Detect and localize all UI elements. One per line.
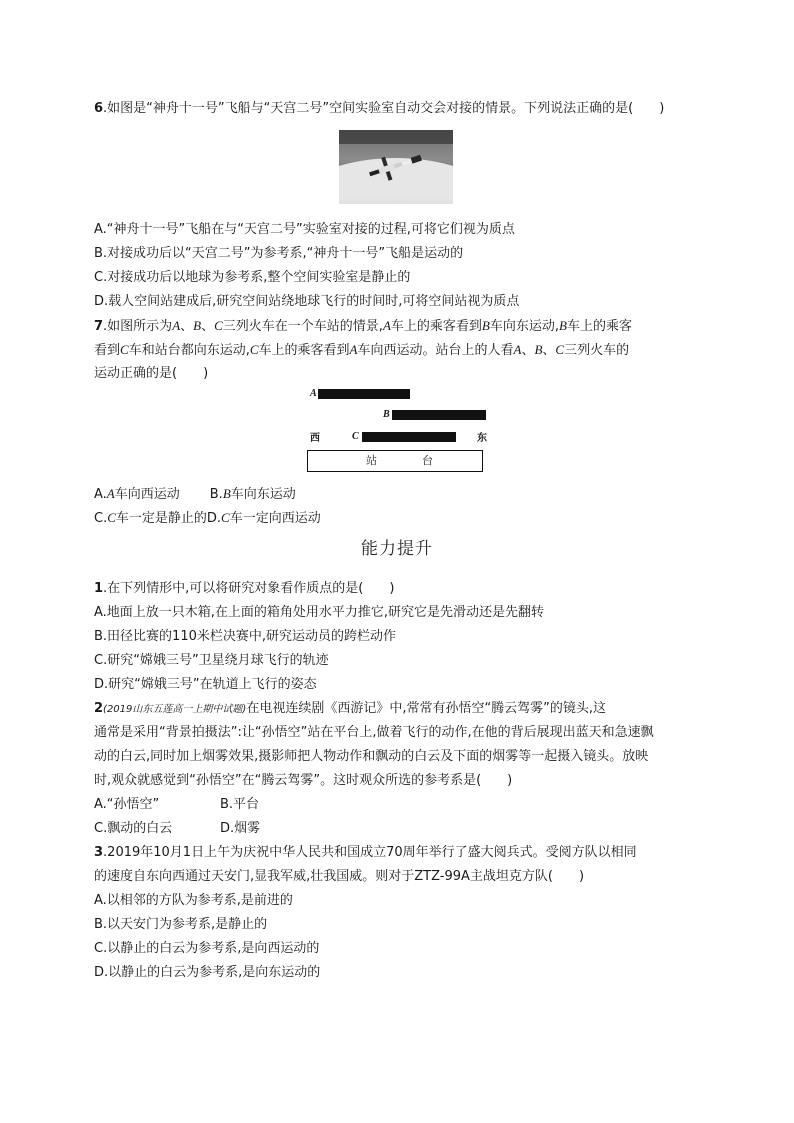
q7-var: B bbox=[222, 486, 231, 501]
p3-option-c: C.以静止的白云为参考系,是向西运动的 bbox=[94, 941, 320, 956]
q7-option-b-letter: B. bbox=[209, 487, 223, 502]
q7-var: C bbox=[555, 342, 565, 357]
q7-option-c-letter: C. bbox=[94, 511, 108, 526]
q7-stem-line3: 运动正确的是( ) bbox=[94, 366, 209, 381]
q7-options-cd bbox=[94, 509, 321, 528]
q7-option-b bbox=[210, 487, 296, 502]
p1-option-a: A.地面上放一只木箱,在上面的箱角处用水平力推它,研究它是先滑动还是先翻转 bbox=[94, 605, 545, 620]
west-label: 西 bbox=[310, 433, 320, 444]
train-c-bar bbox=[362, 432, 456, 442]
q7-text: 三列火车在一个车站的情景, bbox=[222, 319, 383, 334]
p2-option-c: C.飘动的白云 bbox=[94, 821, 173, 836]
p2-stem-text: 在电视连续剧《西游记》中,常常有孙悟空“腾云驾雾”的镜头,这 bbox=[246, 701, 607, 716]
p2-option-b: B.平台 bbox=[220, 797, 260, 812]
q7-text: 、 bbox=[542, 343, 556, 358]
p1-option-d: D.研究“嫦娥三号”在轨道上飞行的姿态 bbox=[94, 677, 317, 692]
train-a-bar bbox=[318, 389, 410, 399]
question-number: 2 bbox=[94, 701, 104, 716]
q7-text: 车和站台都向东运动, bbox=[128, 343, 250, 358]
q7-option-a-letter: A. bbox=[94, 487, 107, 502]
p1-option-c: C.研究“嫦娥三号”卫星绕月球飞行的轨迹 bbox=[94, 653, 329, 668]
docking-photo bbox=[339, 130, 453, 204]
q7-stem-line1 bbox=[94, 317, 632, 336]
q6-option-c: C.对接成功后以地球为参考系,整个空间实验室是静止的 bbox=[94, 270, 411, 285]
q7-var: A bbox=[172, 318, 181, 333]
section-title: 能力提升 bbox=[361, 539, 433, 559]
question-number: 7 bbox=[94, 319, 104, 334]
p2-options-cd bbox=[94, 820, 260, 838]
q7-text: 、 bbox=[180, 319, 194, 334]
q7-var: B bbox=[534, 342, 543, 357]
p3-option-a: A.以相邻的方队为参考系,是前进的 bbox=[94, 893, 293, 908]
q7-var: A bbox=[382, 318, 391, 333]
p1-stem-text: .在下列情形中,可以将研究对象看作质点的是( ) bbox=[103, 581, 395, 596]
spacecraft-docking-image bbox=[339, 130, 453, 204]
p2-stem-line2: 通常是采用“背景拍摄法”:让“孙悟空”站在平台上,做着飞行的动作,在他的背后展现出蓝天和急速飘 bbox=[94, 725, 654, 740]
q7-var: B bbox=[481, 318, 490, 333]
p2-option-a: A.“孙悟空” bbox=[94, 797, 160, 812]
east-label: 东 bbox=[477, 433, 487, 444]
p3-option-d: D.以静止的白云为参考系,是向东运动的 bbox=[94, 965, 321, 980]
q7-stem-line2 bbox=[94, 341, 629, 360]
q7-var: A bbox=[349, 342, 358, 357]
platform-char-2: 台 bbox=[422, 454, 433, 467]
q7-var: B bbox=[559, 318, 567, 333]
q7-text: .如图所示为 bbox=[103, 319, 173, 334]
p2-stem-line3: 动的白云,同时加上烟雾效果,摄影师把人物动作和飘动的白云及下面的烟雾等一起摄入镜头。放映 bbox=[94, 749, 649, 764]
p1-stem bbox=[94, 580, 394, 598]
p2-stem-line4: 时,观众就感觉到“孙悟空”在“腾云驾雾”。这时观众所选的参考系是( ) bbox=[94, 773, 513, 788]
question-number: 3 bbox=[94, 845, 104, 860]
p3-stem-text: .2019年10月1日上午为庆祝中华人民共和国成立70周年举行了盛大阅兵式。受阅方队以相同 bbox=[103, 845, 637, 860]
q7-var: C bbox=[214, 318, 223, 333]
q7-text: 车向西运动。站台上的人看 bbox=[357, 343, 514, 358]
platform-char-1: 站 bbox=[366, 454, 377, 467]
q7-var: C bbox=[120, 342, 129, 357]
q7-text: 车上的乘客 bbox=[566, 319, 632, 334]
q7-var: C bbox=[107, 510, 116, 525]
q7-var: B bbox=[193, 318, 202, 333]
q6-stem-text: .如图是“神舟十一号”飞船与“天宫二号”空间实验室自动交会对接的情景。下列说法正确的是( ) bbox=[103, 101, 665, 116]
train-a-label: A bbox=[310, 388, 317, 399]
q7-option-a-text: 车向西运动 bbox=[114, 487, 180, 502]
train-station-figure bbox=[300, 384, 500, 476]
q7-option-c-text: 车一定是静止的D. bbox=[115, 511, 222, 526]
p1-option-b: B.田径比赛的110米栏决赛中,研究运动员的跨栏动作 bbox=[94, 629, 396, 644]
q6-option-b: B.对接成功后以“天宫二号”为参考系,“神舟十一号”飞船是运动的 bbox=[94, 246, 464, 261]
q7-text: 看到 bbox=[94, 343, 121, 358]
train-c-label: C bbox=[352, 431, 359, 442]
question-number: 6 bbox=[94, 101, 104, 116]
q7-text: 、 bbox=[201, 319, 215, 334]
q7-var: C bbox=[221, 510, 230, 525]
platform-box bbox=[307, 450, 483, 472]
q7-option-a bbox=[94, 487, 180, 502]
p2-stem-line1 bbox=[94, 700, 606, 719]
p3-stem-line1 bbox=[94, 844, 637, 862]
q7-text: 三列火车的 bbox=[564, 343, 630, 358]
train-b-bar bbox=[392, 410, 486, 420]
question-number: 1 bbox=[94, 581, 104, 596]
p2-source: (2019山东五莲高一上期中试题) bbox=[103, 704, 247, 715]
q7-text: 车上的乘客看到 bbox=[258, 343, 350, 358]
q7-var: A bbox=[513, 342, 522, 357]
q7-text: 车向东运动, bbox=[489, 319, 559, 334]
q7-option-d-text: 车一定向西运动 bbox=[229, 511, 321, 526]
q6-stem bbox=[94, 100, 664, 118]
q6-option-d: D.载人空间站建成后,研究空间站绕地球飞行的时间时,可将空间站视为质点 bbox=[94, 294, 520, 309]
q7-var: A bbox=[106, 486, 115, 501]
p2-options-ab bbox=[94, 796, 259, 814]
p3-option-b: B.以天安门为参考系,是静止的 bbox=[94, 917, 268, 932]
q7-text: 车上的乘客看到 bbox=[390, 319, 482, 334]
q7-var: C bbox=[249, 342, 259, 357]
q7-option-b-text: 车向东运动 bbox=[230, 487, 296, 502]
q6-option-a: A.“神舟十一号”飞船在与“天宫二号”实验室对接的过程,可将它们视为质点 bbox=[94, 222, 515, 237]
q7-text: 、 bbox=[521, 343, 535, 358]
p2-option-d: D.烟雾 bbox=[220, 821, 261, 836]
p3-stem-line2: 的速度自东向西通过天安门,显我军威,壮我国威。则对于ZTZ-99A主战坦克方队( ) bbox=[94, 869, 585, 884]
q7-options-ab bbox=[94, 485, 296, 504]
train-b-label: B bbox=[383, 409, 390, 420]
